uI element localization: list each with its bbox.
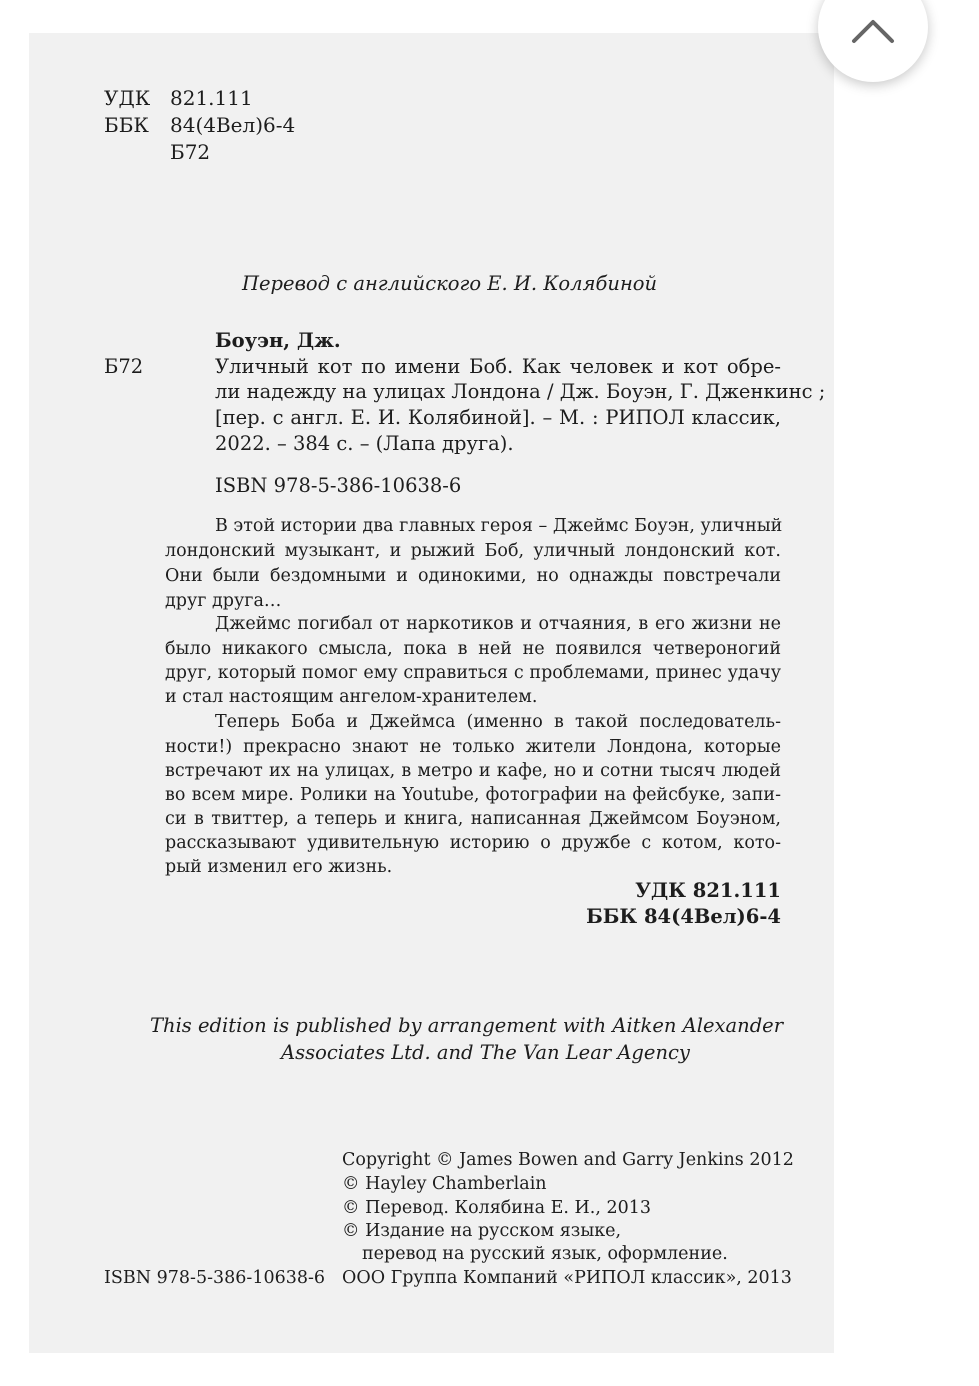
annotation-line: встречают их на улицах, в метро и кафе, но и сотни тысяч людей xyxy=(165,761,781,781)
annotation-line: Теперь Боба и Джеймса (именно в такой последователь- xyxy=(215,712,781,732)
annotation-line: Джеймс погибал от наркотиков и отчаяния, в его жизни не xyxy=(215,614,781,634)
catalog-author: Боуэн, Дж. xyxy=(215,329,341,352)
annotation-line: лондонский музыкант, и рыжий Боб, уличный лондонский кот. xyxy=(165,541,781,561)
annotation-line: и стал настоящим ангелом-хранителем. xyxy=(165,687,538,707)
annotation-line: си в твиттер, а теперь и книга, написанная Джеймсом Боуэном, xyxy=(165,809,781,829)
catalog-line: Уличный кот по имени Боб. Как человек и кот обре- xyxy=(215,355,781,378)
bottom-isbn: ISBN 978-5-386-10638-6 xyxy=(104,1268,326,1288)
translation-credit: Перевод с английского Е. И. Колябиной xyxy=(242,272,658,295)
copyright-line: © Издание на русском языке, xyxy=(342,1221,622,1241)
catalog-isbn: ISBN 978-5-386-10638-6 xyxy=(215,474,462,497)
copyright-line: перевод на русский язык, оформление. xyxy=(362,1244,728,1264)
udk-label: УДК xyxy=(104,86,151,110)
annotation-line: было никакого смысла, пока в ней не появился четвероногий xyxy=(165,639,781,659)
catalog-line: ли надежду на улицах Лондона / Дж. Боуэн, Г. Дженкинс ; xyxy=(215,380,826,403)
catalog-line: [пер. с англ. Е. И. Колябиной]. – М. : РИПОЛ классик, xyxy=(215,406,781,429)
edition-note: This edition is published by arrangement with Aitken Alexander xyxy=(150,1014,784,1037)
copyright-line: © Перевод. Колябина Е. И., 2013 xyxy=(342,1198,652,1218)
edition-note: Associates Ltd. and The Van Lear Agency xyxy=(281,1041,690,1064)
annotation-line: рый изменил его жизнь. xyxy=(165,857,393,877)
author-mark-top: Б72 xyxy=(170,140,211,164)
copyright-line: Copyright © James Bowen and Garry Jenkins 2012 xyxy=(342,1150,794,1170)
chevron-up-icon xyxy=(851,18,895,44)
annotation-line: ности!) прекрасно знают не только жители Лондона, которые xyxy=(165,737,781,757)
annotation-line: рассказывают удивительную историю о дружбе с котом, кото- xyxy=(165,833,781,853)
bbk-label: ББК xyxy=(104,113,149,137)
annotation-line: друг, который помог ему справиться с проблемами, принес удачу xyxy=(165,663,781,683)
annotation-line: друг друга… xyxy=(165,591,282,611)
copyright-line: © Hayley Chamberlain xyxy=(342,1174,547,1194)
udk-value: 821.111 xyxy=(170,86,253,110)
copyright-line: ООО Группа Компаний «РИПОЛ классик», 2013 xyxy=(342,1268,792,1288)
footer-bbk: ББК 84(4Вел)6-4 xyxy=(586,905,781,928)
annotation-line: во всем мире. Ролики на Youtube, фотографии на фейсбуке, запи- xyxy=(165,785,781,805)
annotation-line: В этой истории два главных героя – Джеймс Боуэн, уличный xyxy=(215,516,783,536)
annotation-line: Они были бездомными и одинокими, но однажды повстречали xyxy=(165,566,781,586)
bbk-value: 84(4Вел)6-4 xyxy=(170,113,296,137)
footer-udk: УДК 821.111 xyxy=(635,879,781,902)
catalog-line: 2022. – 384 с. – (Лапа друга). xyxy=(215,432,514,455)
catalog-author-mark: Б72 xyxy=(104,355,144,378)
scroll-up-button[interactable] xyxy=(818,0,928,82)
